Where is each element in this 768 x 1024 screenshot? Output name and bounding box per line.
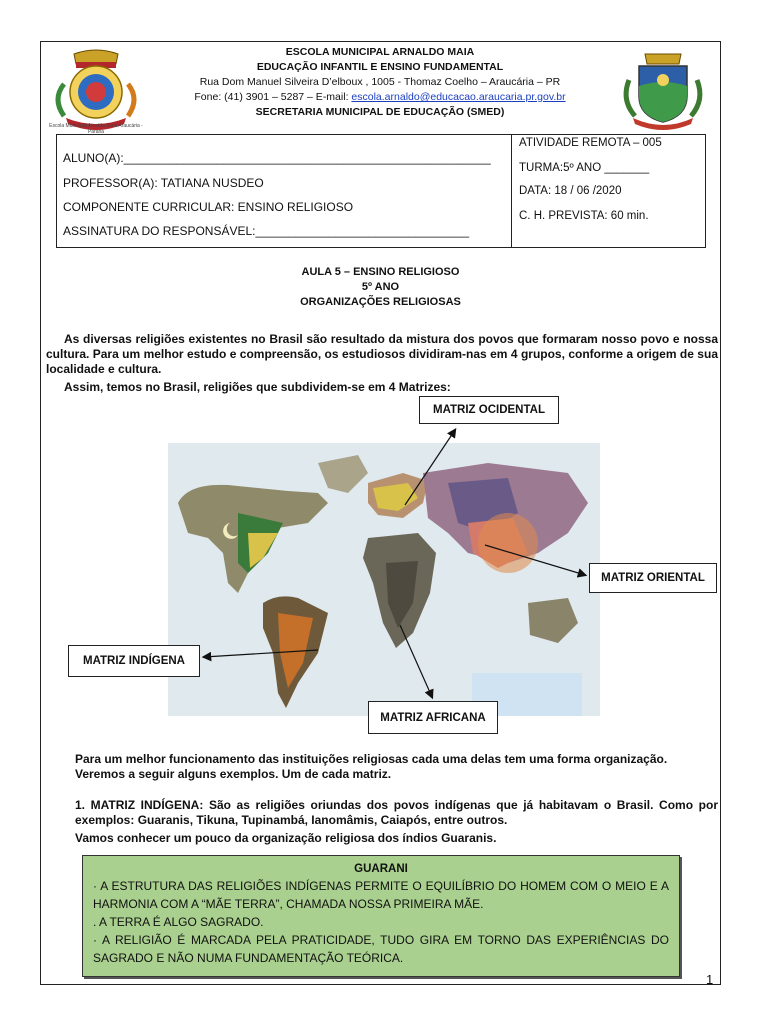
page-number: 1 [706, 972, 714, 987]
school-name: ESCOLA MUNICIPAL ARNALDO MAIA [285, 46, 475, 58]
matrices-intro: Assim, temos no Brasil, religiões que subdividem-se em 4 Matrizes: [64, 380, 451, 394]
activity-number: ATIVIDADE REMOTA – 005 [519, 137, 662, 149]
class-field: TURMA:5º ANO _______ [519, 162, 650, 174]
label-matriz-ocidental: MATRIZ OCIDENTAL [419, 396, 559, 424]
lesson-title-line1: AULA 5 – ENSINO RELIGIOSO [301, 266, 460, 278]
examples-intro: Veremos a seguir alguns exemplos. Um de cada matriz. [75, 767, 392, 781]
expected-duration: C. H. PREVISTA: 60 min. [519, 210, 649, 222]
activity-info [513, 135, 705, 247]
organization-intro: Para um melhor funcionamento das instituições religiosas cada uma delas tem uma forma organização. [75, 752, 668, 766]
matriz-indigena-paragraph: 1. MATRIZ INDÍGENA: São as religiões oriundas dos povos indígenas que já habitavam o Brasil. Como por exemplos: Guaranis, Tikuna, Tupinambá, Ianomâmis, Caiapós, entre outros. [75, 798, 718, 827]
secretaria-name: SECRETARIA MUNICIPAL DE EDUCAÇÃO (SMED) [255, 106, 505, 118]
guarani-point-3: · A RELIGIÃO É MARCADA PELA PRATICIDADE, TUDO GIRA EM TORNO DAS EXPERIÊNCIAS DO SAGRADO E NÃO NUMA FUNDAMENTAÇÃO TEÓRICA. [93, 933, 669, 965]
activity-date: DATA: 18 / 06 /2020 [519, 185, 622, 197]
guarani-intro: Vamos conhecer um pouco da organização religiosa dos índios Guaranis. [75, 831, 497, 845]
school-header [40, 42, 721, 134]
guarani-point-2: . A TERRA É ALGO SAGRADO. [93, 915, 264, 929]
guarani-box [82, 855, 680, 977]
student-name-field[interactable]: ALUNO(A):_______________________________________________________ [63, 151, 491, 165]
guarani-title: GUARANI [354, 863, 408, 875]
guarani-point-1: · A ESTRUTURA DAS RELIGIÕES INDÍGENAS PERMITE O EQUILÍBRIO DO HOMEM COM O MEIO E A HARMONIA COM A “MÃE TERRA”, CHAMADA NOSSA PRIMEIRA MÃE. [93, 879, 669, 911]
intro-paragraph: As diversas religiões existentes no Brasil são resultado da mistura dos povos que formaram nosso povo e nossa cultura. Para um melhor estudo e compreensão, os estudiosos dividiram-nas em 4 grupos, conforme a origem de sua localidade e cultura. [46, 332, 718, 376]
label-matriz-africana: MATRIZ AFRICANA [368, 701, 498, 734]
lesson-title-line3: ORGANIZAÇÕES RELIGIOSAS [300, 296, 461, 308]
label-matriz-indigena: MATRIZ INDÍGENA [68, 645, 200, 677]
student-info-box [56, 134, 706, 248]
school-address: Rua Dom Manuel Silveira D’elboux , 1005 - Thomaz Coelho – Araucária – PR [199, 76, 561, 88]
guardian-signature-field[interactable]: ASSINATURA DO RESPONSÁVEL:________________________________ [63, 224, 470, 238]
teacher-name: PROFESSOR(A): TATIANA NUSDEO [63, 176, 264, 190]
school-level: EDUCAÇÃO INFANTIL E ENSINO FUNDAMENTAL [256, 61, 504, 73]
lesson-title [40, 265, 721, 310]
curricular-component: COMPONENTE CURRICULAR: ENSINO RELIGIOSO [63, 200, 354, 214]
school-phone: Fone: (41) 3901 – 5287 – E-mail: [194, 91, 352, 103]
world-religions-map [168, 443, 600, 716]
student-info-left [57, 135, 512, 247]
city-coat-of-arms-logo [615, 50, 711, 132]
logo-caption: Escola Municipal Arnaldo Maia Araucária - Paraná [49, 123, 143, 135]
school-contact [170, 90, 590, 105]
lesson-title-line2: 5º ANO [361, 281, 400, 293]
school-email-link[interactable]: escola.arnaldo@educacao.araucaria.pr.gov.br [351, 91, 566, 103]
label-matriz-oriental: MATRIZ ORIENTAL [589, 563, 717, 593]
header-text [170, 45, 590, 120]
